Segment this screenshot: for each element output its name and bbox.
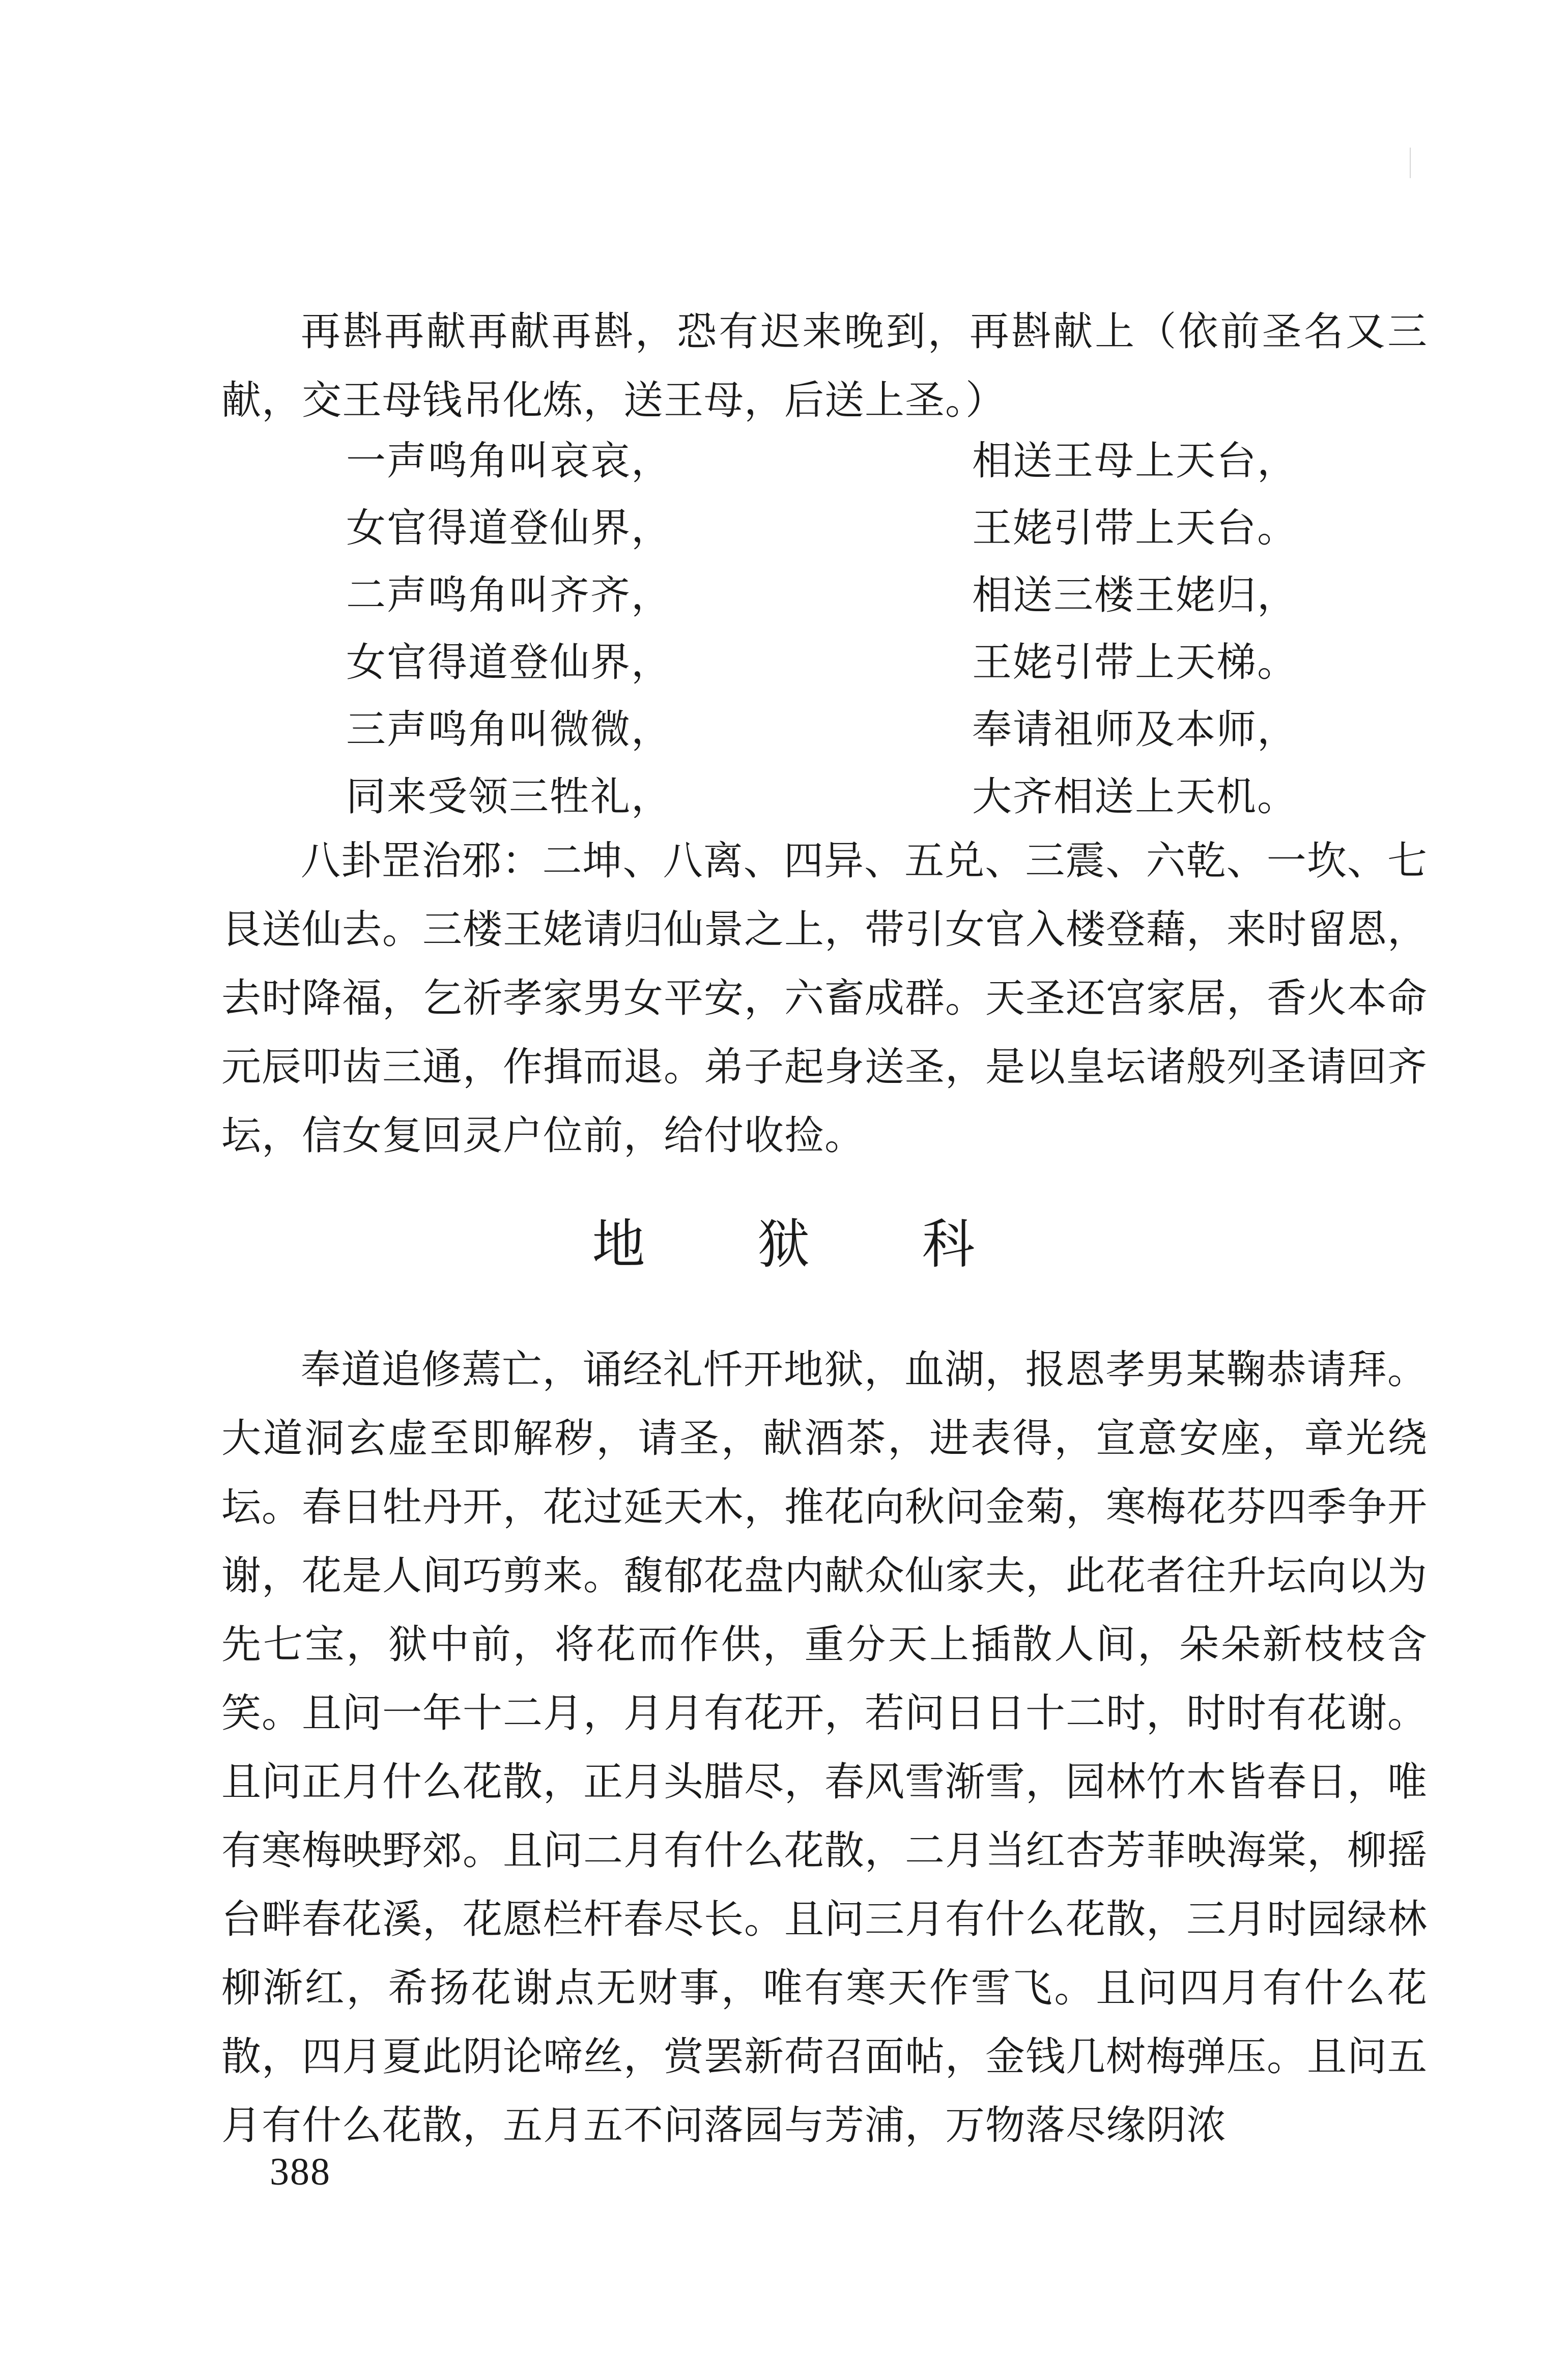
verse-left-text: 女官得道登仙界， [346, 505, 672, 551]
intro-paragraph: 再斟再献再献再斟，恐有迟来晚到，再斟献上（依前圣名又三献，交王母钱吊化炼，送王母，后送上圣。） [221, 309, 1428, 423]
verse-right-text: 王姥引带上天梯。 [972, 640, 1298, 685]
verse-left-text: 三声鸣角叫微微， [346, 707, 672, 753]
scan-edge-mark [1410, 148, 1411, 178]
verse-line [346, 427, 1425, 495]
verse-right-text: 相送三楼王姥归， [972, 572, 1298, 618]
verse-left-text: 一声鸣角叫哀哀， [346, 438, 672, 484]
verse-left-text: 同来受领三牲礼， [346, 774, 672, 820]
verse-block [346, 427, 1425, 830]
verse-line [346, 696, 1425, 763]
verse-right-text: 奉请祖师及本师， [972, 707, 1298, 753]
bagua-paragraph: 八卦罡治邪：二坤、八离、四异、五兑、三震、六乾、一坎、七艮送仙去。三楼王姥请归仙景之上，带引女官入楼登藉，来时留恩，去时降福，乞祈孝家男女平安，六畜成群。天圣还宫家居，香火本命元辰叩齿三通，作揖而退。弟子起身送圣，是以皇坛诸般列圣请回齐坛，信女复回灵户位前，给付收捡。 [221, 838, 1428, 1159]
verse-left-text: 女官得道登仙界， [346, 640, 672, 685]
verse-right-text: 相送王母上天台， [972, 438, 1298, 484]
verse-line [346, 562, 1425, 629]
verse-right-text: 王姥引带上天台。 [972, 505, 1298, 551]
page-number: 388 [270, 2150, 331, 2193]
verse-left-text: 二声鸣角叫齐齐， [346, 572, 672, 618]
verse-line [346, 763, 1425, 830]
verse-right-text: 大齐相送上天机。 [972, 774, 1298, 820]
verse-line [346, 495, 1425, 562]
diyu-paragraph: 奉道追修蔫亡，诵经礼忏开地狱，血湖，报恩孝男某鞠恭请拜。大道洞玄虚至即解秽，请圣，献酒茶，进表得，宣意安座，章光绕坛。春日牡丹开，花过延天木，推花向秋问金菊，寒梅花芬四季争开谢，花是人间巧剪来。馥郁花盘内献众仙家夫，此花者往升坛向以为先七宝，狱中前，将花而作供，重分天上插散人间，朵朵新枝枝含笑。且问一年十二月，月月有花开，若问日日十二时，时时有花谢。且问正月什么花散，正月头腊尽，春风雪渐雪，园林竹木皆春日，唯有寒梅映野郊。且问二月有什么花散，二月当红杏芳菲映海棠，柳摇台畔春花溪，花愿栏杆春尽长。且问三月有什么花散，三月时园绿林柳渐红，希扬花谢点无财事，唯有寒天作雪飞。且问四月有什么花散，四月夏此阴论啼丝，赏罢新荷召面帖，金钱几树梅弹压。且问五月有什么花散，五月五不问落园与芳浦，万物落尽缘阴浓 [221, 1347, 1428, 2148]
verse-line [346, 629, 1425, 696]
section-title: 地狱科 [592, 1213, 1087, 1275]
